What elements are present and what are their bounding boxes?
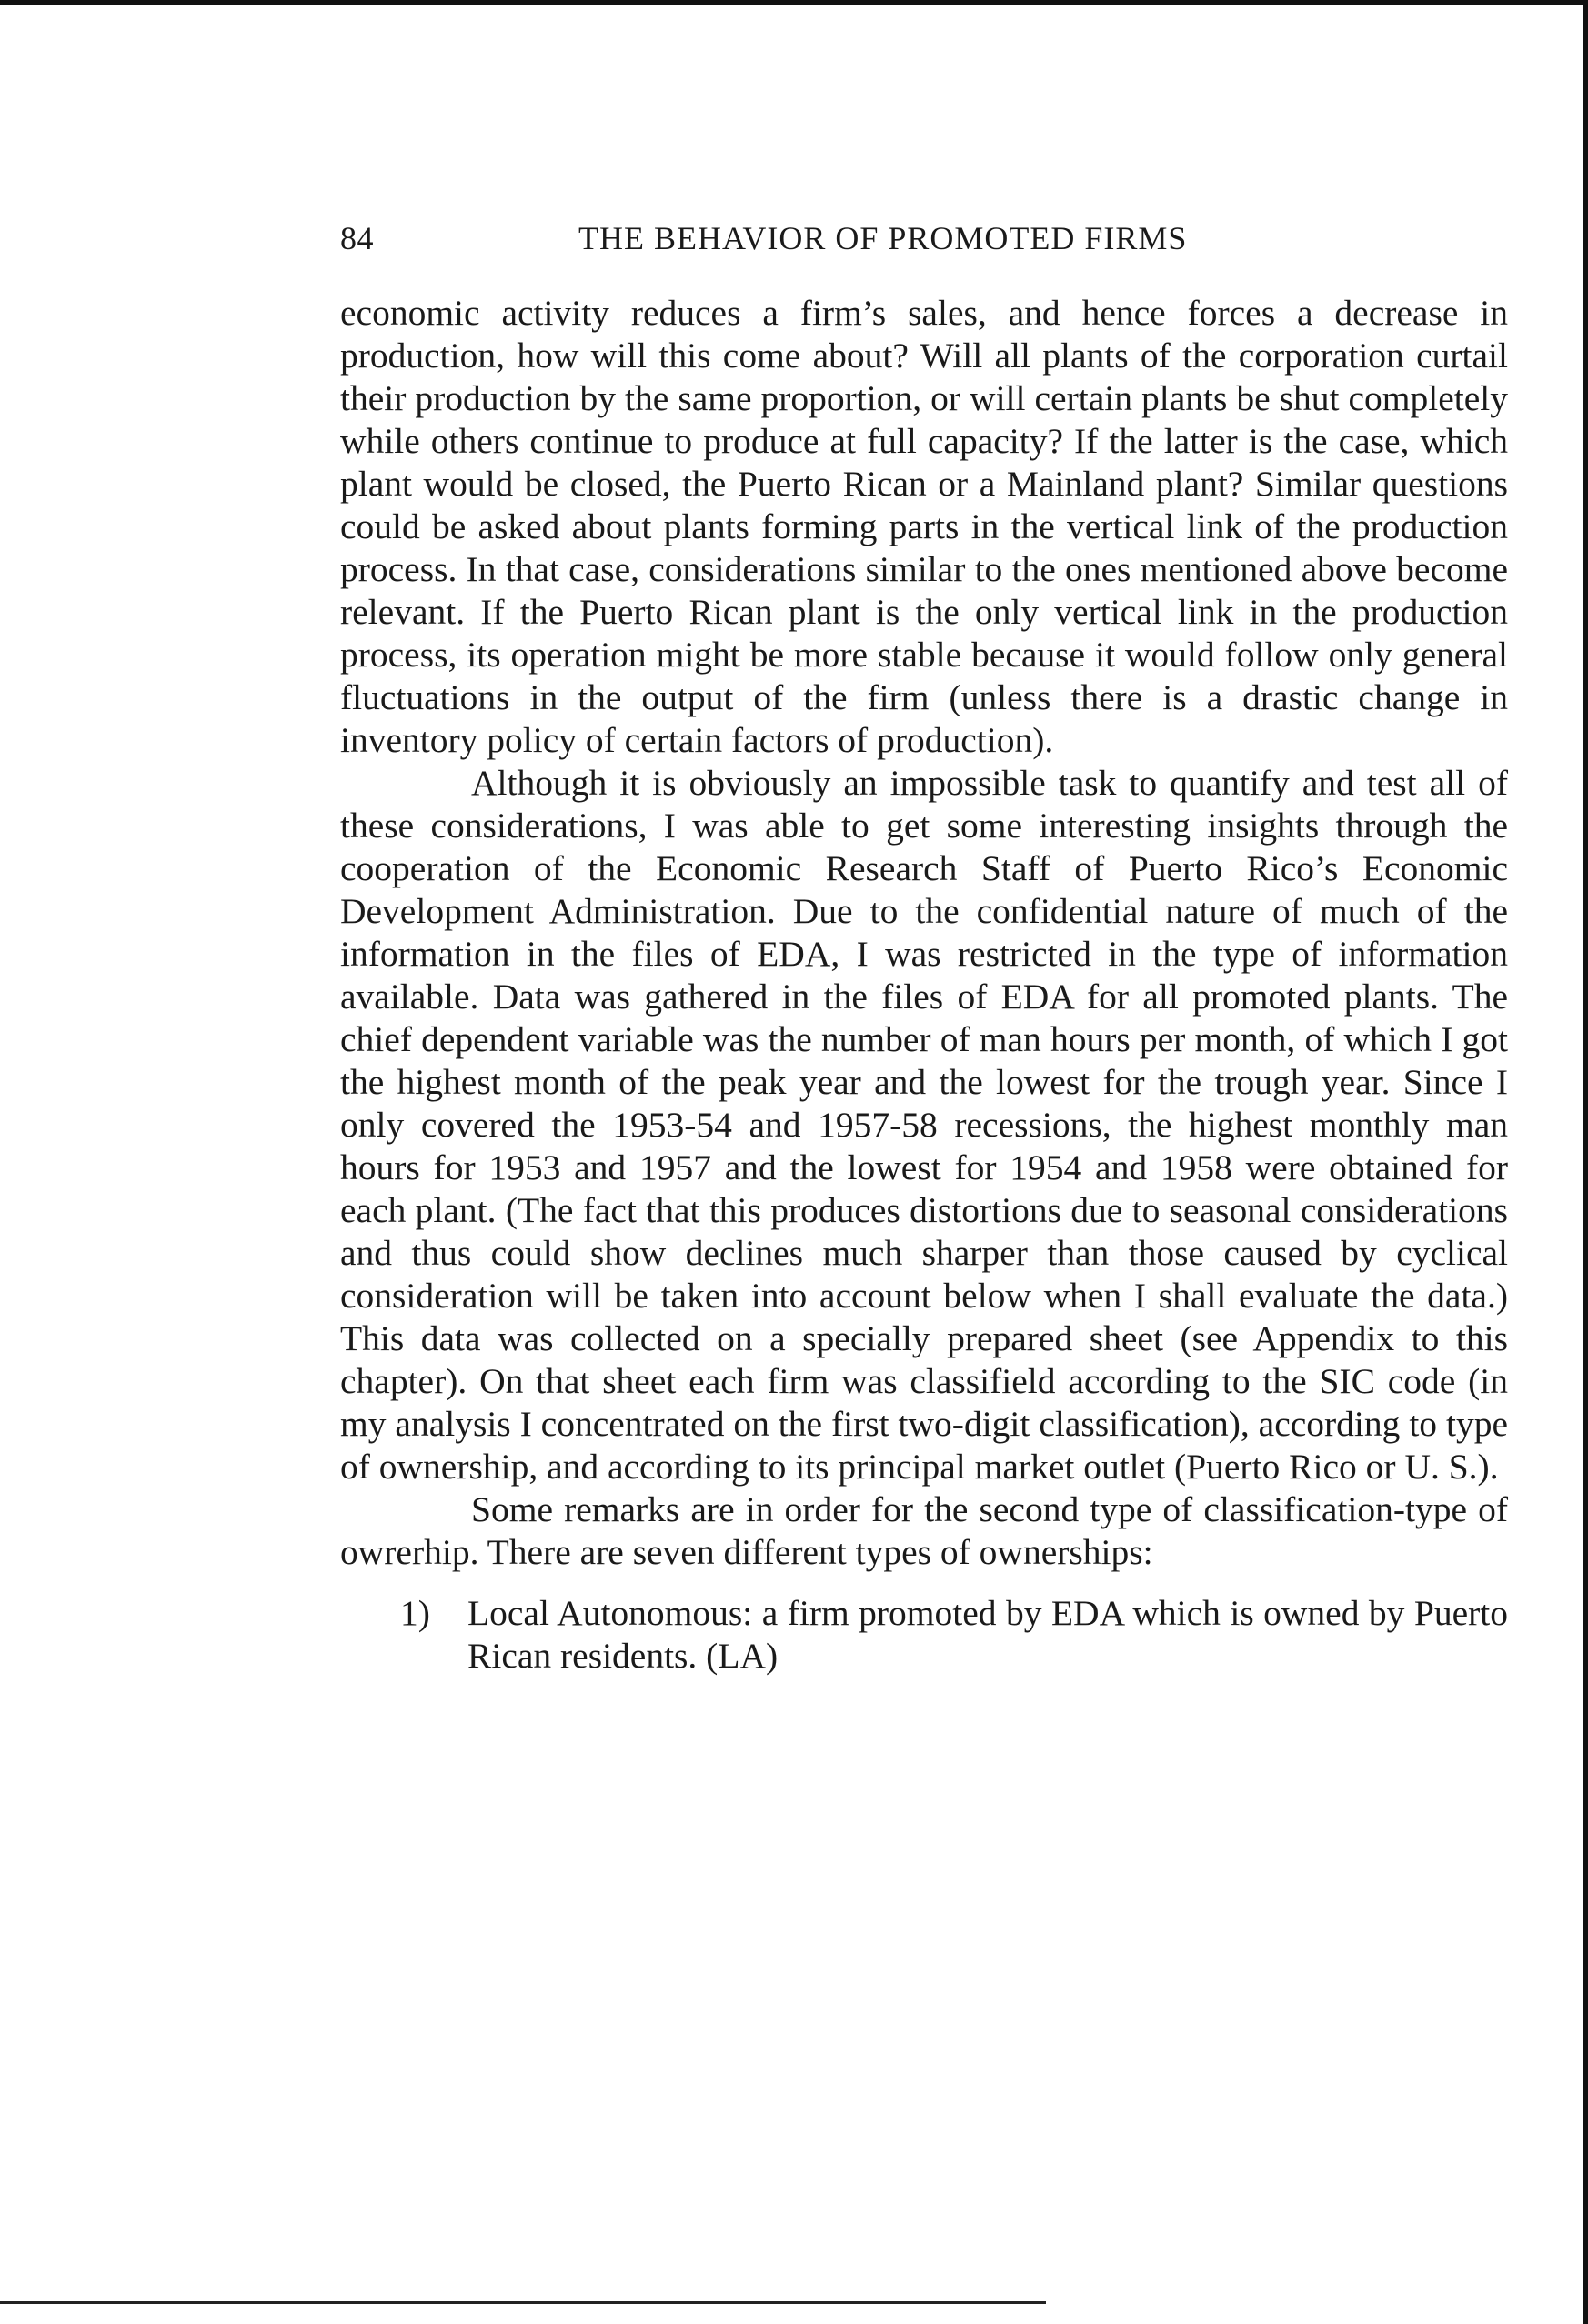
list-item: [340, 1592, 1508, 1678]
list-item-text: Local Autonomous: a firm promoted by EDA which is owned by Puerto Rican residents. (LA): [467, 1593, 1508, 1676]
scan-border-bottom: [0, 2301, 1046, 2304]
running-title: THE BEHAVIOR OF PROMOTED FIRMS: [578, 220, 1188, 256]
paragraph-ownership-types: Some remarks are in order for the second type of classification-type of owrerhip. There are seven different types of ownerships:: [340, 1489, 1508, 1572]
paragraph-continued: economic activity reduces a firm’s sales, and hence forces a decrease in production, how will this come about? Will all plants of the corporation curtail their production by the same proportion, or will certain plants be shut completely while others continue to produce at full capacity? If the latter is the case, which plant would be closed, the Puerto Rican or a Mainland plant? Similar questions could be asked about plants forming parts in the vertical link of the production process. In that case, considerations similar to the ones mentioned above become relevant. If the Puerto Rican plant is the only vertical link in the production process, its operation might be more stable because it would follow only general fluctuations in the output of the firm (unless there is a drastic change in inventory policy of certain factors of production).: [340, 293, 1508, 760]
ownership-list: [340, 1592, 1508, 1678]
body-text: [340, 292, 1508, 1678]
paragraph-data-collection: Although it is obviously an impossible task to quantify and test all of these considerations, I was able to get some interesting insights through the cooperation of the Economic Research Staff of Puerto Rico’s Economic Development Administration. Due to the confidential nature of much of the information in the files of EDA, I was restricted in the type of information available. Data was gathered in the files of EDA for all promoted plants. The chief dependent variable was the number of man hours per month, of which I got the highest month of the peak year and the lowest for the trough year. Since I only covered the 1953-54 and 1957-58 recessions, the highest monthly man hours for 1953 and 1957 and the lowest for 1954 and 1958 were obtained for each plant. (The fact that this produces distortions due to seasonal considerations and thus could show declines much sharper than those caused by cyclical consideration will be taken into account below when I shall evaluate the data.) This data was collected on a specially prepared sheet (see Appendix to this chapter). On that sheet each firm was classifield according to the SIC code (in my analysis I concentrated on the first two-digit classification), according to type of ownership, and according to its principal market outlet (Puerto Rico or U. S.).: [340, 763, 1508, 1487]
list-marker: 1): [400, 1593, 430, 1633]
scan-border-right: [1583, 0, 1588, 2324]
running-head: [340, 216, 1513, 260]
scan-border-top: [0, 0, 1588, 5]
page-number: 84: [340, 220, 374, 256]
